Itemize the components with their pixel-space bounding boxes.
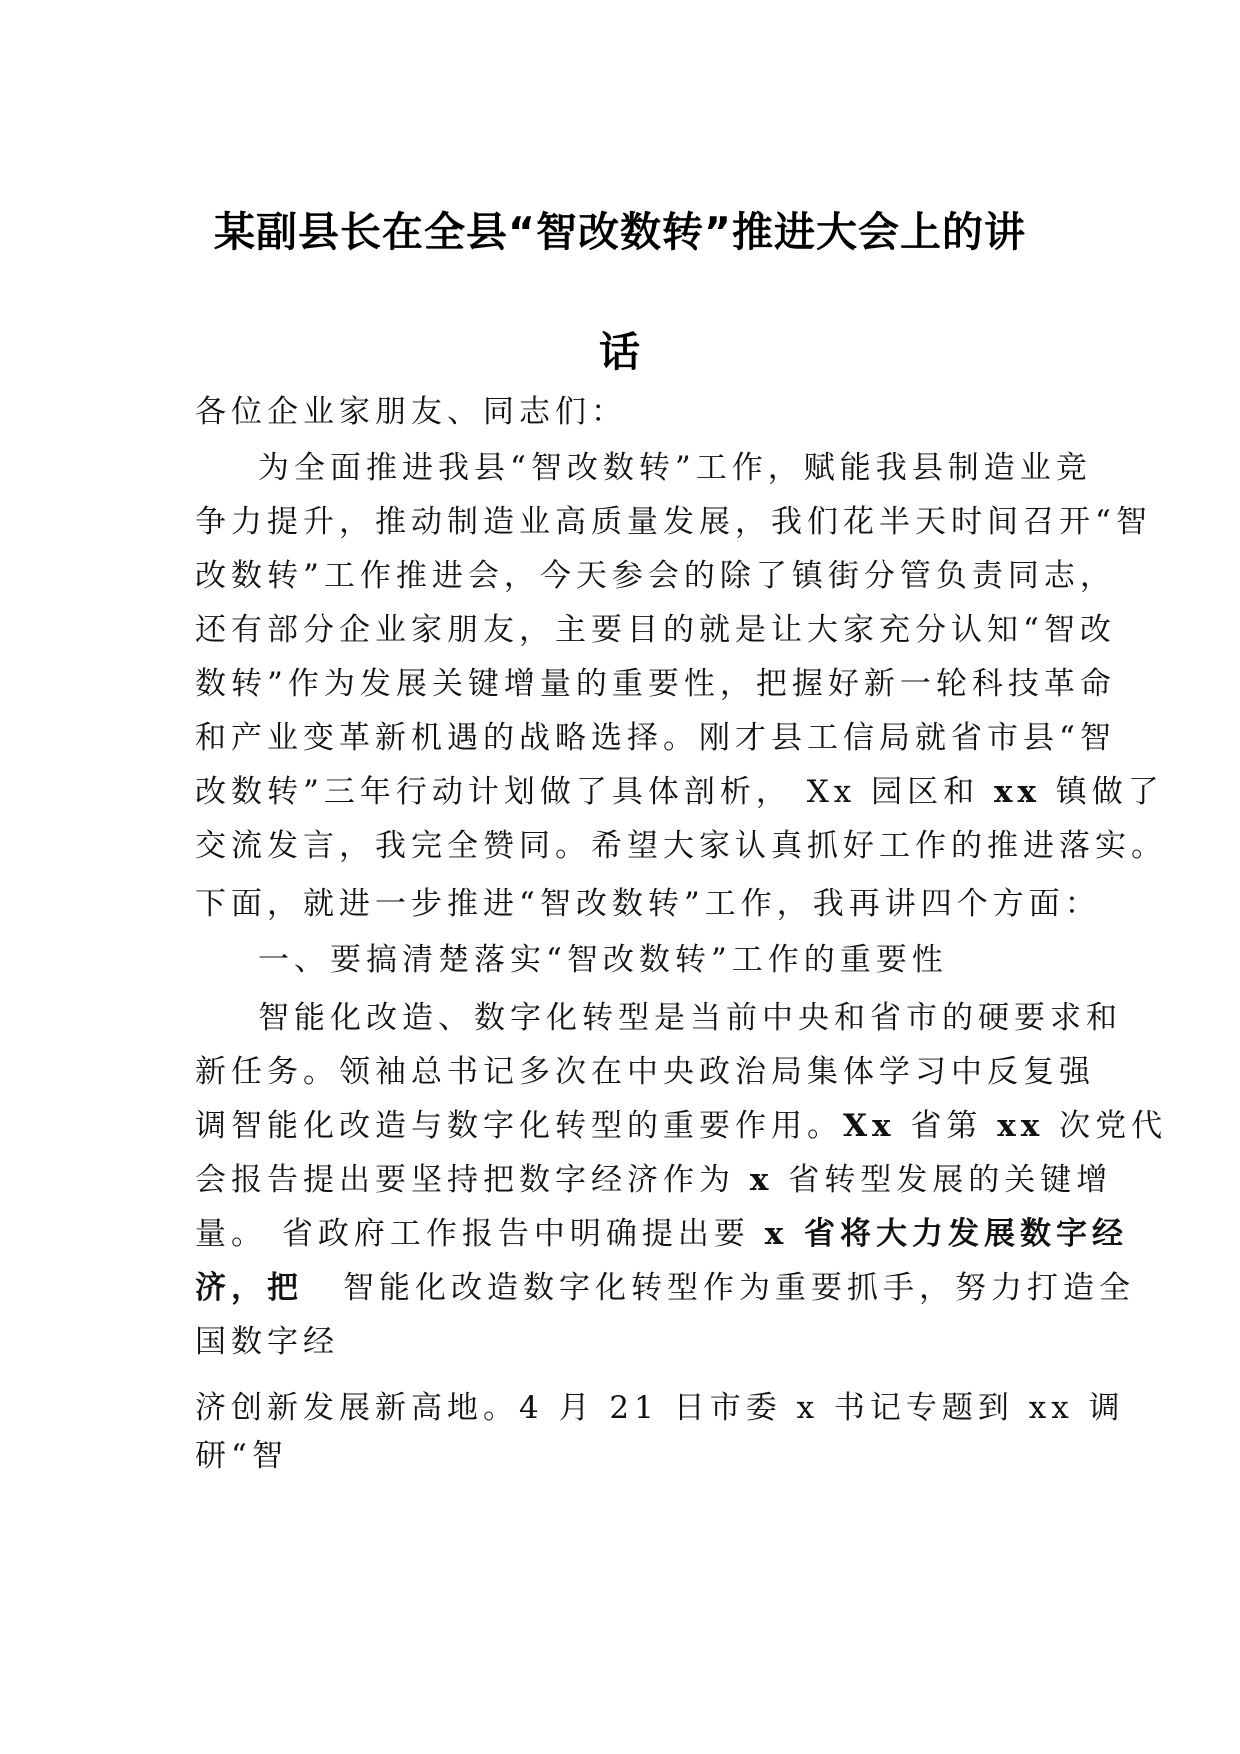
bold-text-run: 济，把: [195, 1270, 303, 1306]
document-title-line-2: 话: [599, 328, 641, 376]
paragraph-3-line: [195, 1160, 1112, 1200]
bold-text-run: xx: [997, 1108, 1045, 1144]
bold-text-run: Xx: [843, 1108, 896, 1144]
paragraph-1-line: 交流发言，我完全赞同。希望大家认真抓好工作的推进落实。: [195, 828, 1167, 864]
text-run: 会报告提出要坚持把数字经济作为: [195, 1162, 750, 1198]
paragraph-1-line: 争力提升，推动制造业高质量发展，我们花半天时间召开“智: [195, 504, 1152, 540]
paragraph-1-line: 还有部分企业家朋友，主要目的就是让大家充分认知“智改: [195, 612, 1116, 648]
paragraph-1-line: 数转”作为发展关键增量的重要性，把握好新一轮科技革命: [195, 666, 1116, 702]
text-run: 省转型发展的关键增: [773, 1162, 1113, 1198]
paragraph-2: 下面，就进一步推进“智改数转”工作，我再讲四个方面：: [195, 886, 1101, 922]
paragraph-1-line: [195, 772, 1164, 812]
text-run: 镇做了: [1040, 774, 1164, 810]
paragraph-3-line: [195, 1268, 1135, 1308]
paragraph-1-line: 为全面推进我县“智改数转”工作，赋能我县制造业竞: [258, 450, 1092, 486]
paragraph-1-line: 改数转”工作推进会，今天参会的除了镇街分管负责同志，: [195, 558, 1116, 594]
text-run: 省第: [895, 1108, 998, 1144]
text-run: 量。 省政府工作报告中明确提出要: [195, 1216, 765, 1252]
paragraph-4-line: 研“智: [195, 1438, 288, 1474]
text-run: 改数转”三年行动计划做了具体剖析，: [195, 774, 792, 810]
bold-text-run: xx: [993, 774, 1041, 810]
salutation: 各位企业家朋友、同志们：: [195, 394, 627, 430]
text-run: 次党代: [1044, 1108, 1168, 1144]
bold-text-run: x 省将大力发展数字经: [764, 1216, 1128, 1252]
paragraph-3-line: 新任务。领袖总书记多次在中央政治局集体学习中反复强: [195, 1054, 1095, 1090]
paragraph-3-line: [195, 1106, 1167, 1146]
text-run: 调智能化改造与数字化转型的重要作用。: [195, 1108, 843, 1144]
paragraph-1-line: 和产业变革新机遇的战略选择。刚才县工信局就省市县“智: [195, 720, 1116, 756]
text-run: 智能化改造数字化转型作为重要抓手，努力打造全: [343, 1270, 1135, 1306]
paragraph-3-line: [195, 1214, 1128, 1254]
paragraph-3-line: 国数字经: [195, 1324, 339, 1360]
bold-text-run: x: [749, 1162, 774, 1198]
document-title-line-1: 某副县长在全县“智改数转”推进大会上的讲: [214, 208, 1026, 256]
paragraph-3-line: 智能化改造、数字化转型是当前中央和省市的硬要求和: [258, 1000, 1122, 1036]
paragraph-4-line: 济创新发展新高地。4 月 21 日市委 x 书记专题到 xx 调: [195, 1390, 1125, 1426]
text-run: Xx 园区和: [791, 774, 994, 810]
section-heading-1: 一、要搞清楚落实“智改数转”工作的重要性: [258, 942, 948, 978]
